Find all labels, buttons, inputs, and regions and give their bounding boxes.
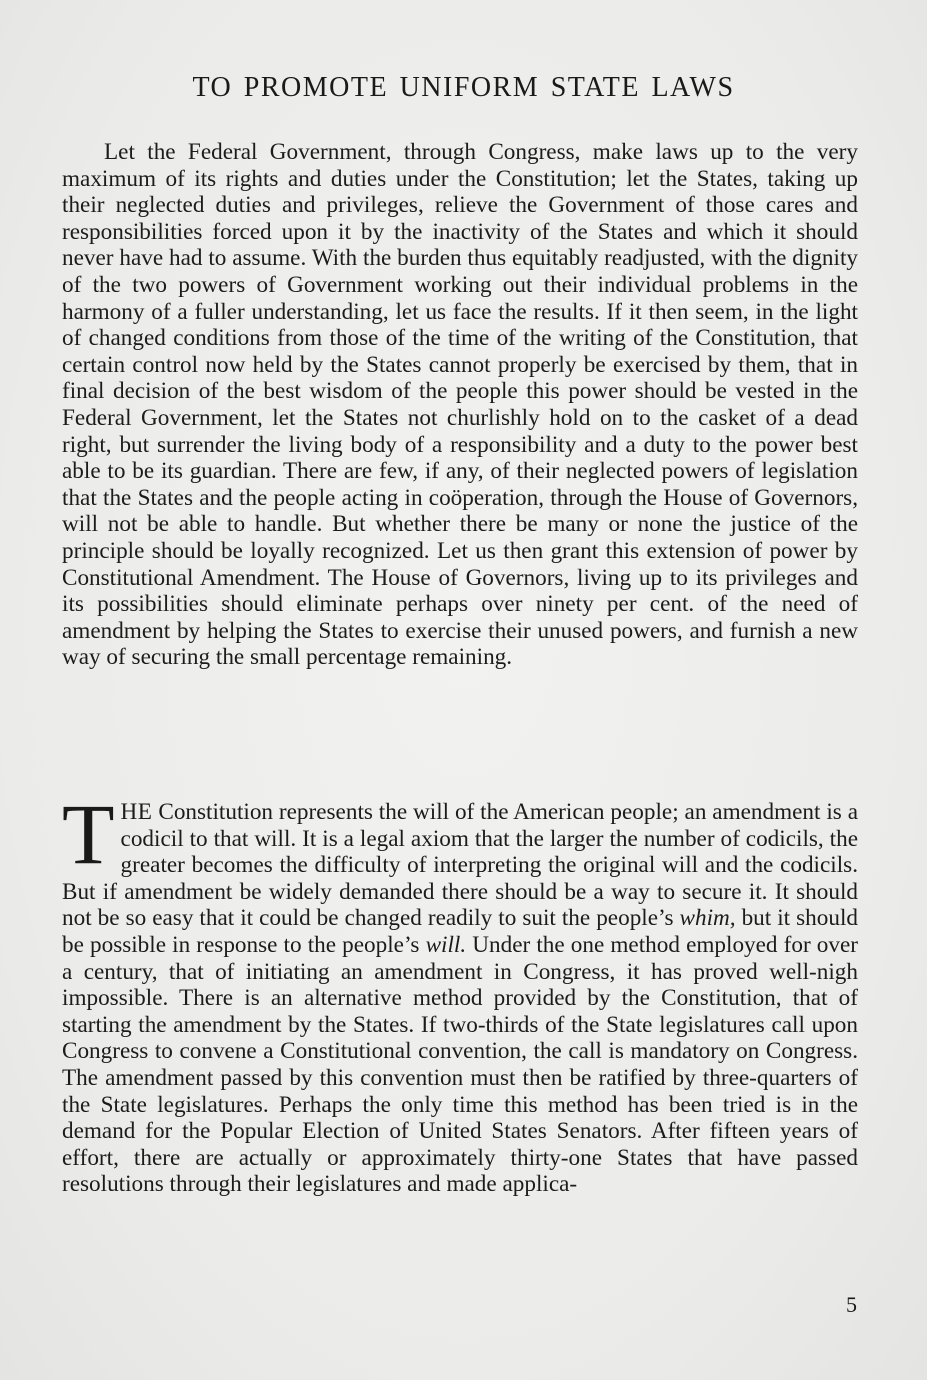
paragraph-2 bbox=[62, 786, 858, 1198]
page-number: 5 bbox=[846, 1292, 857, 1317]
paragraph-1: Let the Federal Government, through Congress, make laws up to the very maximum of its rights and duties under the Constitution; let the States, taking up their neglected duties and privileges, relieve the Government of those cares and responsibilities forced upon it by the inactivity of the States and which it should never have had to assume. With the burden thus equitably readjusted, with the dignity of the two powers of Government working out their individual problems in the harmony of a fuller understanding, let us face the results. If it then seem, in the light of changed conditions from those of the time of the writing of the Constitution, that certain control now held by the States cannot properly be exercised by them, that in final decision of the best wisdom of the people this power should be vested in the Federal Government, let the States not churlishly hold on to the casket of a dead right, but surrender the living body of a responsibility and a duty to the power best able to be its guardian. There are few, if any, of their neglected powers of legislation that the States and the people acting in coöperation, through the House of Governors, will not be able to handle. But whether there be many or none the justice of the principle should be loyally recognized. Let us then grant this extension of power by Constitutional Amendment. The House of Governors, living up to its privileges and its possibilities should eliminate perhaps over ninety per cent. of the need of amendment by helping the States to exercise their unused powers, and furnish a new way of securing the small percentage remaining. bbox=[62, 139, 858, 671]
paragraph-2-text-a: Constitution represents the will of the American people; an amendment is a codicil to that will. It is a legal axiom that the larger the number of codicils, the greater becomes the difficulty of interpreting the original will and the codicils. But if amendment be widely demanded there should be a way to secure it. It should not be so easy that it could be changed readily to suit the people’s bbox=[62, 799, 858, 932]
emphasis-will: will. bbox=[425, 931, 467, 958]
paragraph-2-lead: HE bbox=[120, 799, 153, 825]
drop-cap: T bbox=[62, 786, 115, 882]
paragraph-2-text-b: but it should be possible in response to the people’s bbox=[62, 905, 858, 958]
paragraph-2-text-c: Under the one method employed for over a century, that of initiating an amendment in Congress, it has proved well-nigh impossible. There is an alternative method provided by the Constitution, that of starting the amendment by the States. If two-thirds of the State legislatures call upon Congress to convene a Constitutional convention, the call is mandatory on Congress. The amendment passed by this convention must then be ratified by three-quarters of the State legislatures. Perhaps the only time this method has been tried is in the demand for the Popular Election of United States Senators. After fifteen years of effort, there are actually or approximately thirty-one States that have passed resolutions through their legislatures and made applica- bbox=[62, 931, 858, 1198]
page-title: TO PROMOTE UNIFORM STATE LAWS bbox=[192, 72, 735, 103]
emphasis-whim: whim, bbox=[679, 905, 736, 932]
